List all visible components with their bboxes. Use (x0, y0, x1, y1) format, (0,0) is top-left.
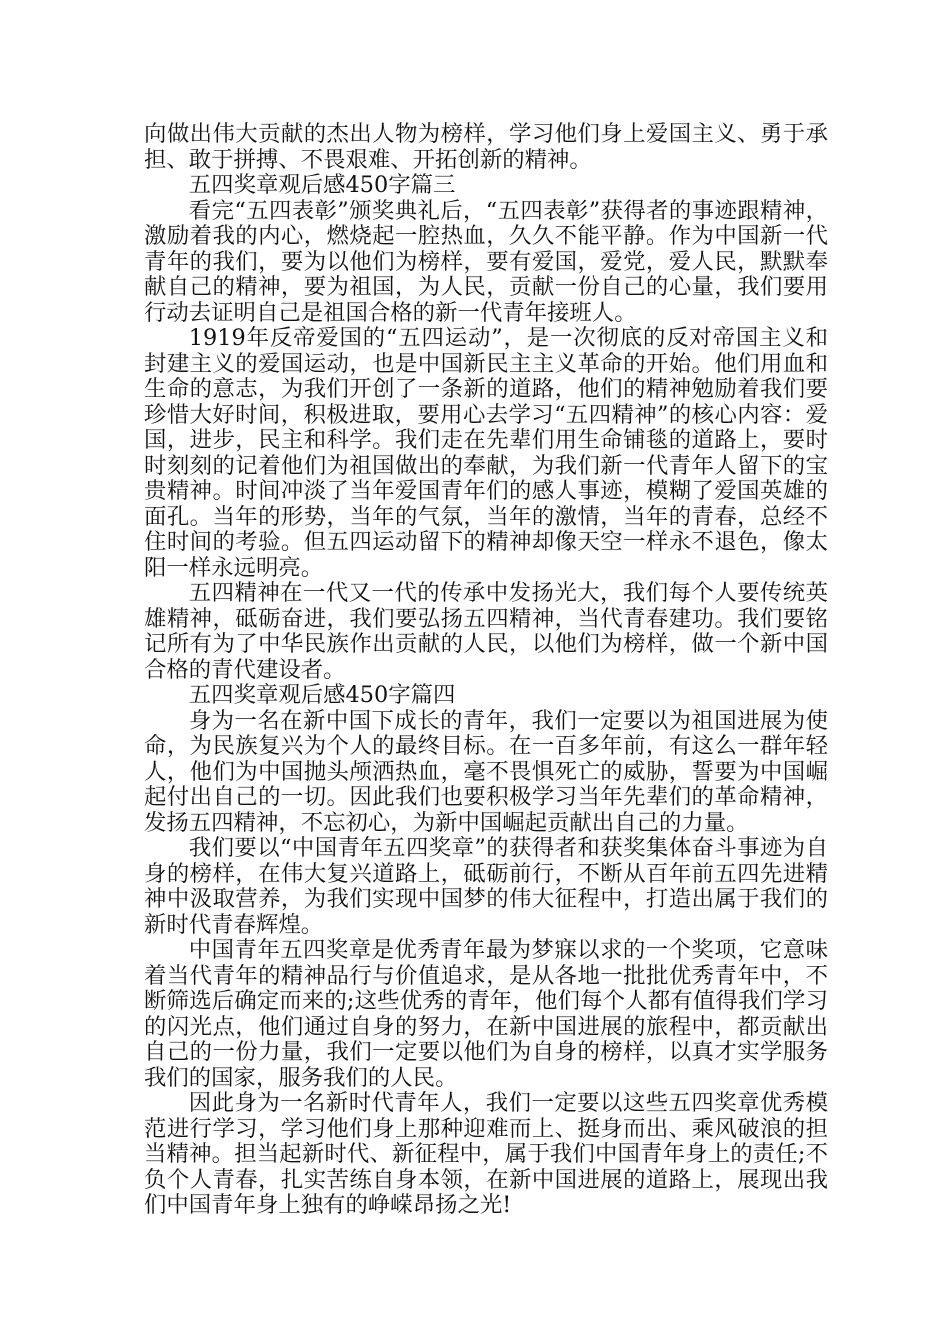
paragraph: 1919年反帝爱国的“五四运动”，是一次彻底的反对帝国主义和封建主义的爱国运动，也是中国新民主主义革命的开始。他们用血和生命的意志，为我们开创了一条新的道路，他们的精神勉励着我们要珍惜大好时间，积极进取，要用心去学习“五四精神”的核心内容：爱国，进步，民主和科学。我们走在先辈们用生命铺毯的道路上，要时时刻刻的记着他们为祖国做出的奉献，为我们新一代青年人留下的宝贵精神。时间冲淡了当年爱国青年们的感人事迹，模糊了爱国英雄的面孔。当年的形势，当年的气氛，当年的激情，当年的青春，总经不住时间的考验。但五四运动留下的精神却像天空一样永不退色，像太阳一样永远明亮。 (144, 325, 828, 581)
paragraph: 我们要以“中国青年五四奖章”的获得者和获奖集体奋斗事迹为自身的榜样，在伟大复兴道路上，砥砺前行，不断从百年前五四先进精神中汲取营养，为我们实现中国梦的伟大征程中，打造出属于我们的新时代青春辉煌。 (144, 835, 828, 938)
paragraph-continuation: 向做出伟大贡献的杰出人物为榜样，学习他们身上爱国主义、勇于承担、敢于拼搏、不畏艰难、开拓创新的精神。 (144, 121, 828, 173)
document-body (144, 122, 828, 1219)
section-heading: 五四奖章观后感450字篇四 (188, 682, 456, 708)
paragraph: 因此身为一名新时代青年人，我们一定要以这些五四奖章优秀模范进行学习，学习他们身上那种迎难而上、挺身而出、乘风破浪的担当精神。担当起新时代、新征程中，属于我们中国青年身上的责任;不负个人青春，扎实苦练自身本领，在新中国进展的道路上，展现出我们中国青年身上独有的峥嵘昂扬之光! (144, 1090, 828, 1218)
paragraph: 中国青年五四奖章是优秀青年最为梦寐以求的一个奖项，它意味着当代青年的精神品行与价值追求，是从各地一批批优秀青年中，不断筛选后确定而来的;这些优秀的青年，他们每个人都有值得我们学习的闪光点，他们通过自身的努力，在新中国进展的旅程中，都贡献出自己的一份力量，我们一定要以他们为自身的榜样，以真才实学服务我们的国家，服务我们的人民。 (144, 937, 828, 1091)
paragraph: 身为一名在新中国下成长的青年，我们一定要以为祖国进展为使命，为民族复兴为个人的最终目标。在一百多年前，有这么一群年轻人，他们为中国抛头颅洒热血，毫不畏惧死亡的威胁，誓要为中国崛起付出自己的一切。因此我们也要积极学习当年先辈们的革命精神，发扬五四精神，不忘初心，为新中国崛起贡献出自己的力量。 (144, 707, 828, 836)
paragraph: 五四精神在一代又一代的传承中发扬光大，我们每个人要传统英雄精神，砥砺奋进，我们要弘扬五四精神，当代青春建功。我们要铭记所有为了中华民族作出贡献的人民，以他们为榜样，做一个新中国合格的青代建设者。 (144, 580, 828, 683)
section-heading: 五四奖章观后感450字篇三 (188, 172, 456, 198)
paragraph: 看完“五四表彰”颁奖典礼后，“五四表彰”获得者的事迹跟精神，激励着我的内心，燃烧起一腔热血，久久不能平静。作为中国新一代青年的我们，要为以他们为榜样，要有爱国，爱党，爱人民，默默奉献自己的精神，要为祖国，为人民，贡献一份自己的心量，我们要用行动去证明自己是祖国合格的新一代青年接班人。 (144, 197, 828, 326)
